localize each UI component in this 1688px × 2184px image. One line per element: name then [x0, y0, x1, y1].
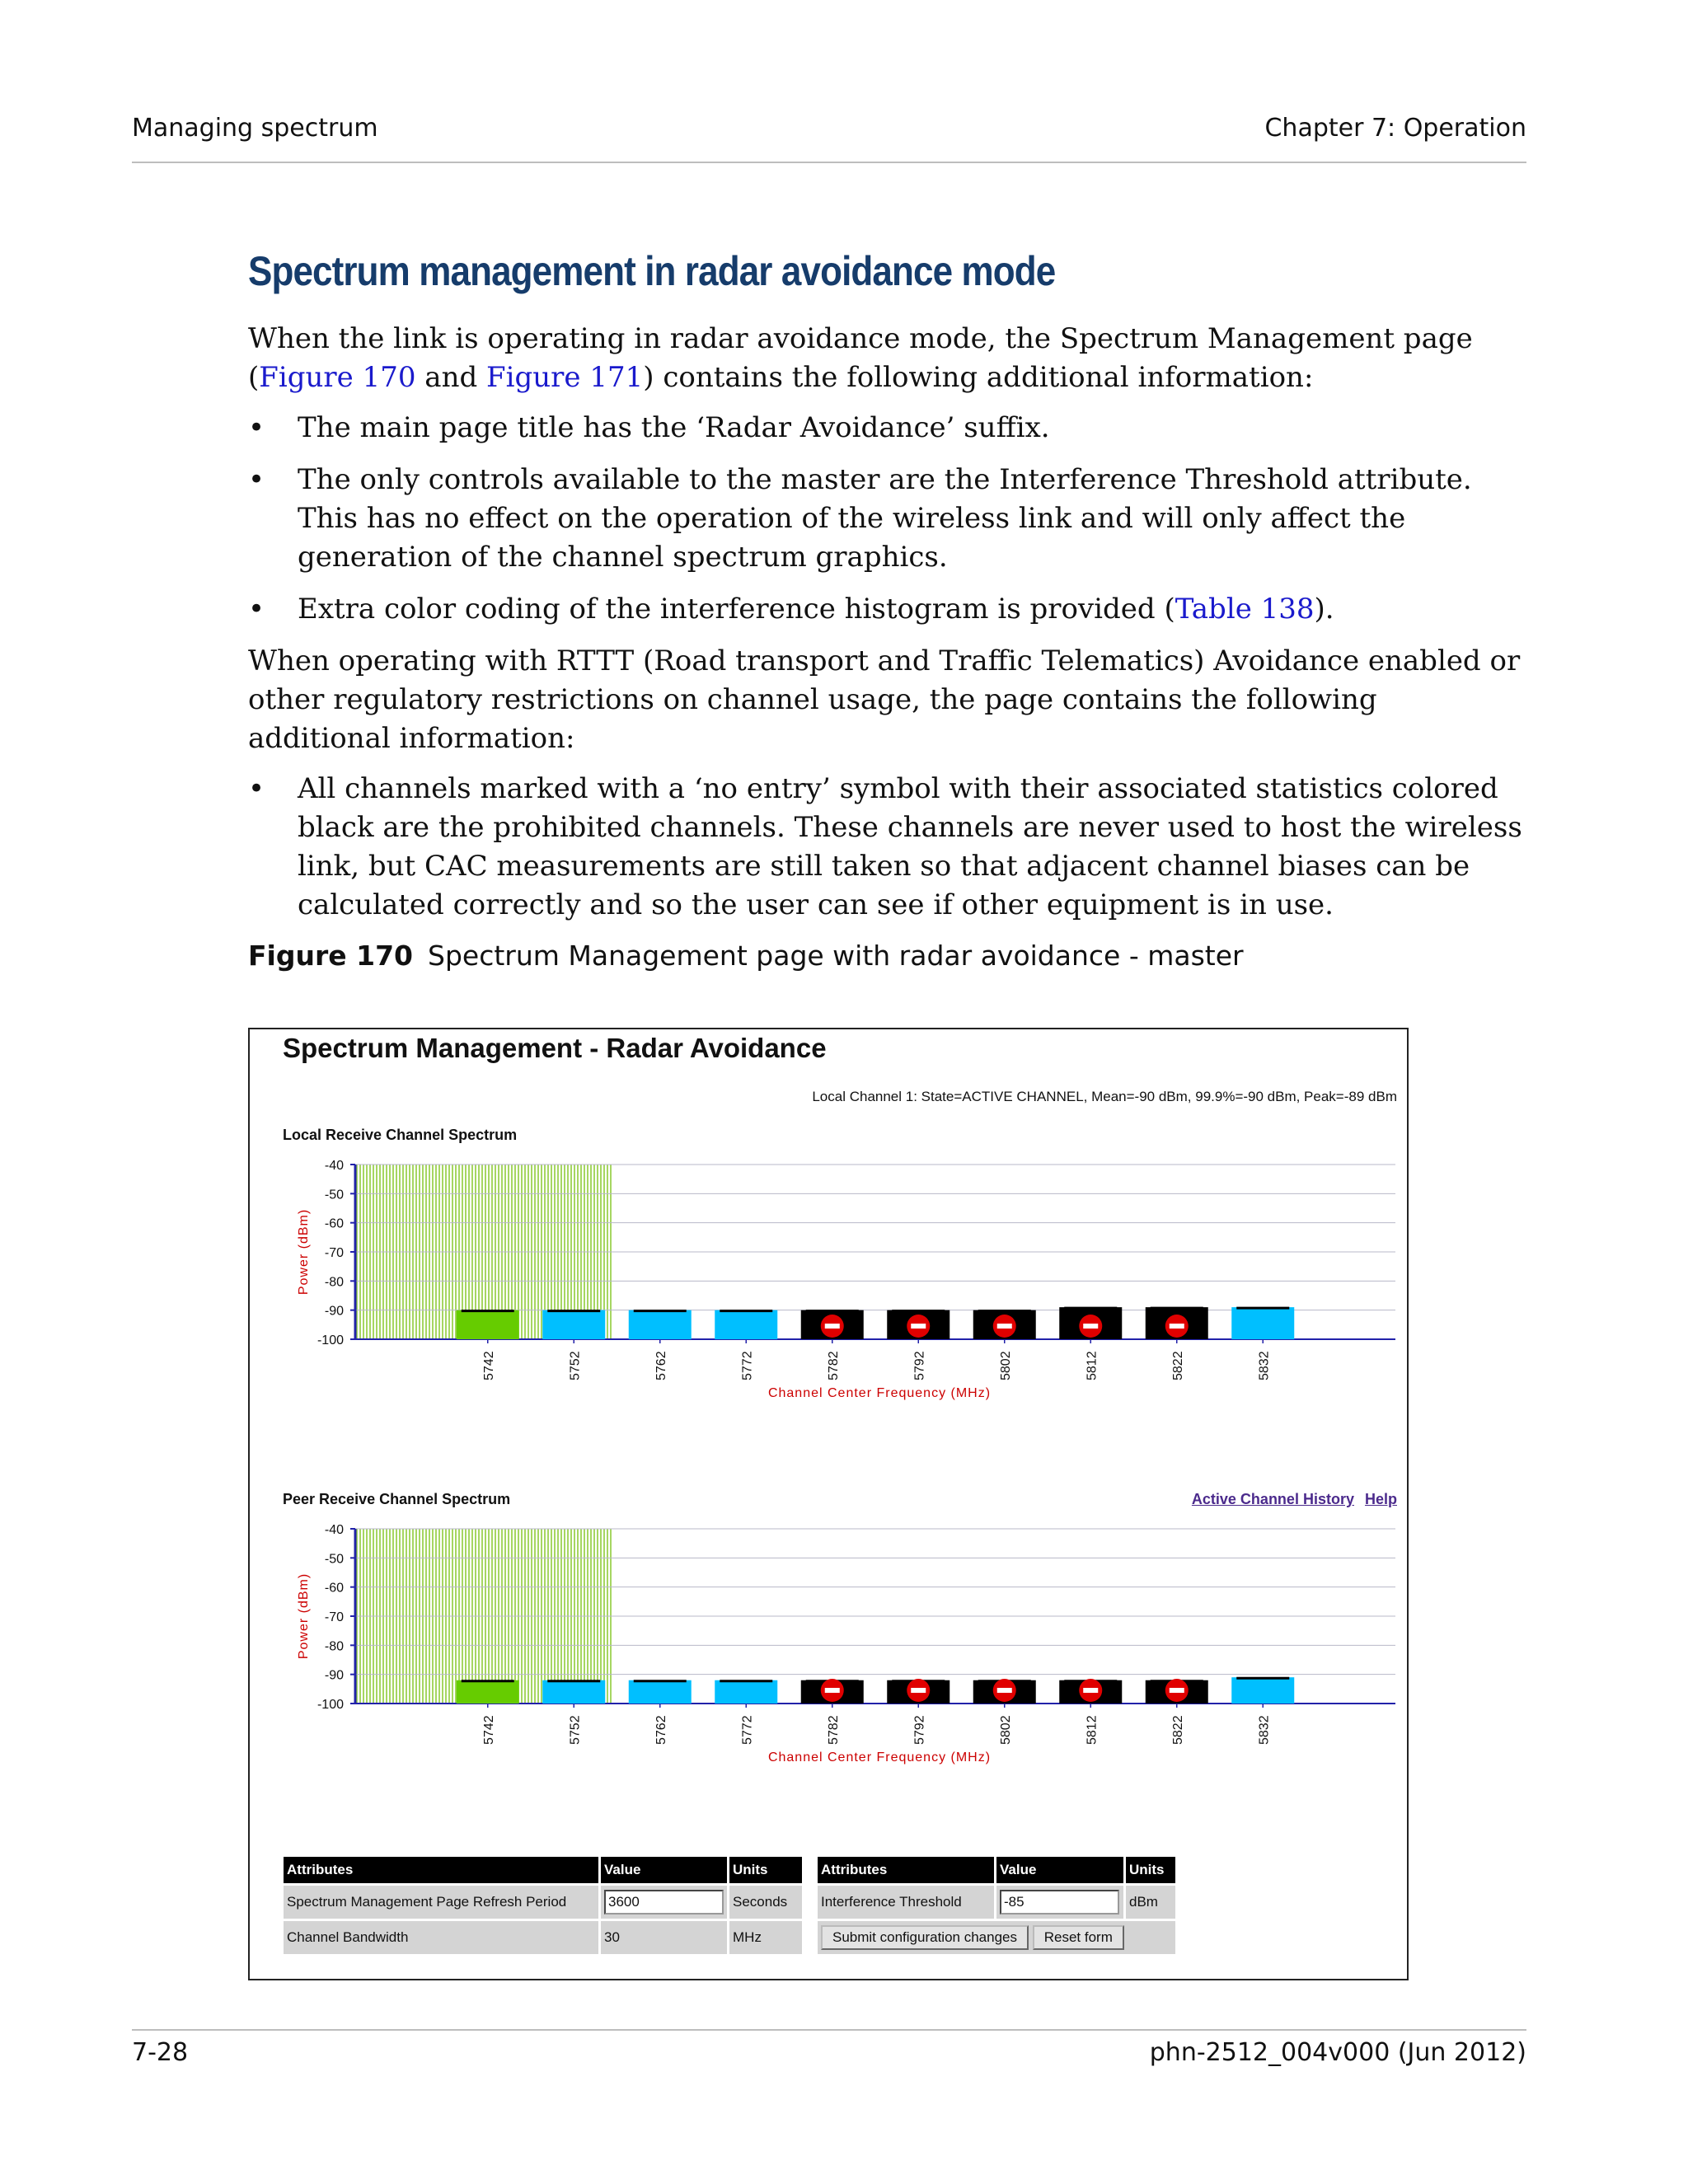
no-entry-bar [911, 1688, 926, 1693]
table-row [818, 1921, 1175, 1954]
document-id: phn-2512_004v000 (Jun 2012) [1149, 2038, 1526, 2067]
x-tick-label: 5832 [1257, 1715, 1272, 1745]
y-tick-label: -90 [324, 1304, 344, 1319]
y-tick-label: -100 [316, 1698, 344, 1712]
bullet-item: • The main page title has the ‘Radar Avoidance’ suffix. [248, 409, 1526, 448]
config-table-right [815, 1854, 1178, 1957]
x-tick-label: 5782 [826, 1351, 841, 1380]
units-seconds: Seconds [729, 1886, 802, 1919]
submit-configuration-button[interactable]: Submit configuration changes [821, 1925, 1029, 1950]
y-tick-label: -70 [324, 1246, 344, 1260]
x-tick-label: 5792 [912, 1351, 927, 1380]
col-header-attributes: Attributes [284, 1857, 598, 1883]
header-section: Managing spectrum [132, 114, 378, 143]
no-entry-bar [1170, 1324, 1184, 1329]
y-tick-label: -60 [324, 1581, 344, 1596]
x-tick-label: 5802 [998, 1351, 1013, 1380]
y-tick-label: -60 [324, 1216, 344, 1231]
bullet-text-a: Extra color coding of the interference histogram is provided ( [298, 593, 1175, 626]
bullet-text-b: ). [1314, 593, 1334, 626]
x-tick-label: 5792 [912, 1715, 927, 1745]
reset-form-button[interactable]: Reset form [1033, 1925, 1124, 1950]
col-header-units: Units [729, 1857, 802, 1883]
x-tick-label: 5812 [1085, 1351, 1100, 1380]
screen-title: Spectrum Management - Radar Avoidance [283, 1033, 827, 1063]
x-tick-label: 5812 [1085, 1715, 1100, 1745]
y-tick-label: -100 [316, 1333, 344, 1347]
bullet-item: • All channels marked with a ‘no entry’ symbol with their associated statistics colored black are the prohibited channels. These channels are never used to host the wireless link, but CAC measurements are still taken so that adjacent channel biases can be calculated correctly and so the user can see if other equipment is in use. [248, 770, 1526, 925]
x-axis-label: Channel Center Frequency (MHz) [767, 1750, 992, 1765]
attribute-interference-threshold: Interference Threshold [818, 1886, 994, 1919]
figure-171-link[interactable]: Figure 171 [486, 361, 644, 394]
rttt-paragraph: When operating with RTTT (Road transport and Traffic Telematics) Avoidance enabled or other regulatory restrictions on channel usage, the page contains the following additional information: [248, 644, 1521, 755]
bar-5762 [629, 1680, 692, 1704]
col-header-units: Units [1126, 1857, 1175, 1883]
bar-5752 [542, 1310, 605, 1339]
col-header-value: Value [601, 1857, 727, 1883]
refresh-period-input[interactable]: 3600 [604, 1890, 724, 1915]
local-spectrum-chart [250, 1145, 1407, 1491]
bar-5832 [1231, 1307, 1294, 1339]
col-header-value: Value [996, 1857, 1123, 1883]
page-number: 7-28 [132, 2038, 189, 2067]
x-tick-label: 5822 [1170, 1715, 1185, 1745]
y-tick-label: -40 [324, 1523, 344, 1537]
button-row [818, 1921, 1175, 1954]
peer-spectrum-chart [250, 1509, 1407, 1855]
col-header-attributes: Attributes [818, 1857, 994, 1883]
x-tick-label: 5822 [1170, 1351, 1185, 1380]
bullet-item: • The only controls available to the master are the Interference Threshold attribute. This has no effect on the operation of the wireless link and will only affect the generation of the channel spectrum graphics. [248, 461, 1526, 577]
x-tick-label: 5802 [998, 1715, 1013, 1745]
y-tick-label: -40 [324, 1159, 344, 1173]
header-rule [132, 162, 1526, 163]
footer-rule [132, 2029, 1526, 2031]
interference-threshold-input[interactable]: -85 [1000, 1890, 1119, 1915]
table-row [818, 1886, 1175, 1919]
intro-paragraph [248, 320, 1526, 397]
local-channel-status: Local Channel 1: State=ACTIVE CHANNEL, Mean=-90 dBm, 99.9%=-90 dBm, Peak=-89 dBm [812, 1089, 1397, 1104]
x-tick-label: 5742 [481, 1715, 496, 1745]
x-tick-label: 5772 [740, 1351, 755, 1380]
page-footer [132, 2038, 1526, 2067]
table-row [284, 1921, 802, 1954]
table-row [284, 1886, 802, 1919]
active-channel-history-link[interactable]: Active Channel History [1191, 1491, 1354, 1507]
y-tick-label: -90 [324, 1668, 344, 1683]
section-title: Spectrum management in radar avoidance mode [248, 248, 1056, 294]
attribute-channel-bandwidth: Channel Bandwidth [284, 1921, 598, 1954]
attribute-refresh-period: Spectrum Management Page Refresh Period [284, 1886, 598, 1919]
x-tick-label: 5762 [654, 1715, 668, 1745]
x-tick-label: 5752 [568, 1715, 583, 1745]
y-tick-label: -50 [324, 1188, 344, 1202]
no-entry-bar [825, 1688, 840, 1693]
bar-5762 [629, 1310, 692, 1339]
spectrum-management-screenshot [248, 1028, 1409, 1980]
x-axis-label: Channel Center Frequency (MHz) [767, 1386, 992, 1400]
x-tick-label: 5782 [826, 1715, 841, 1745]
local-chart-title: Local Receive Channel Spectrum [283, 1127, 518, 1143]
no-entry-bar [997, 1324, 1012, 1329]
intro-text-b: and [415, 361, 487, 394]
y-axis-label: Power (dBm) [297, 1572, 311, 1660]
bullet-item [248, 590, 1526, 629]
no-entry-bar [997, 1688, 1012, 1693]
y-tick-label: -70 [324, 1610, 344, 1624]
y-tick-label: -80 [324, 1639, 344, 1654]
config-table-left [281, 1854, 804, 1957]
value-cell [996, 1886, 1123, 1919]
caption-number: Figure 170 [248, 940, 413, 972]
no-entry-bar [1083, 1324, 1098, 1329]
header-chapter: Chapter 7: Operation [1264, 114, 1526, 143]
bullet-list-1 [248, 409, 1526, 629]
no-entry-bar [825, 1324, 840, 1329]
y-tick-label: -80 [324, 1275, 344, 1290]
figure-170-link[interactable]: Figure 170 [259, 361, 416, 394]
chart-links [1185, 1491, 1397, 1508]
bar-5832 [1231, 1677, 1294, 1704]
y-tick-label: -50 [324, 1552, 344, 1567]
bar-5772 [715, 1680, 777, 1704]
main-content [248, 247, 1526, 972]
bar-5742 [457, 1310, 519, 1339]
y-axis-label: Power (dBm) [297, 1208, 311, 1296]
x-tick-label: 5752 [568, 1351, 583, 1380]
table-138-link[interactable]: Table 138 [1175, 593, 1315, 626]
page-header [132, 114, 1526, 143]
intro-text-c: ) contains the following additional information: [643, 361, 1314, 394]
bar-5742 [457, 1680, 519, 1704]
no-entry-bar [1170, 1688, 1184, 1693]
x-tick-label: 5832 [1257, 1351, 1272, 1380]
x-tick-label: 5772 [740, 1715, 755, 1745]
x-tick-label: 5762 [654, 1351, 668, 1380]
bar-5772 [715, 1310, 777, 1339]
help-link[interactable]: Help [1364, 1491, 1397, 1507]
no-entry-bar [1083, 1688, 1098, 1693]
value-cell [601, 1886, 727, 1919]
peer-chart-title: Peer Receive Channel Spectrum [283, 1491, 511, 1507]
bar-5752 [542, 1680, 605, 1704]
units-mhz: MHz [729, 1921, 802, 1954]
figure-caption [248, 940, 1526, 972]
caption-text: Spectrum Management page with radar avoidance - master [428, 940, 1244, 972]
units-dbm: dBm [1126, 1886, 1175, 1919]
channel-bandwidth-value: 30 [601, 1921, 727, 1954]
no-entry-bar [911, 1324, 926, 1329]
x-tick-label: 5742 [481, 1351, 496, 1380]
bullet-list-2 [248, 770, 1526, 925]
intro-text-a: When the link is operating in radar avoidance mode, the Spectrum Management page ( [248, 322, 1473, 394]
